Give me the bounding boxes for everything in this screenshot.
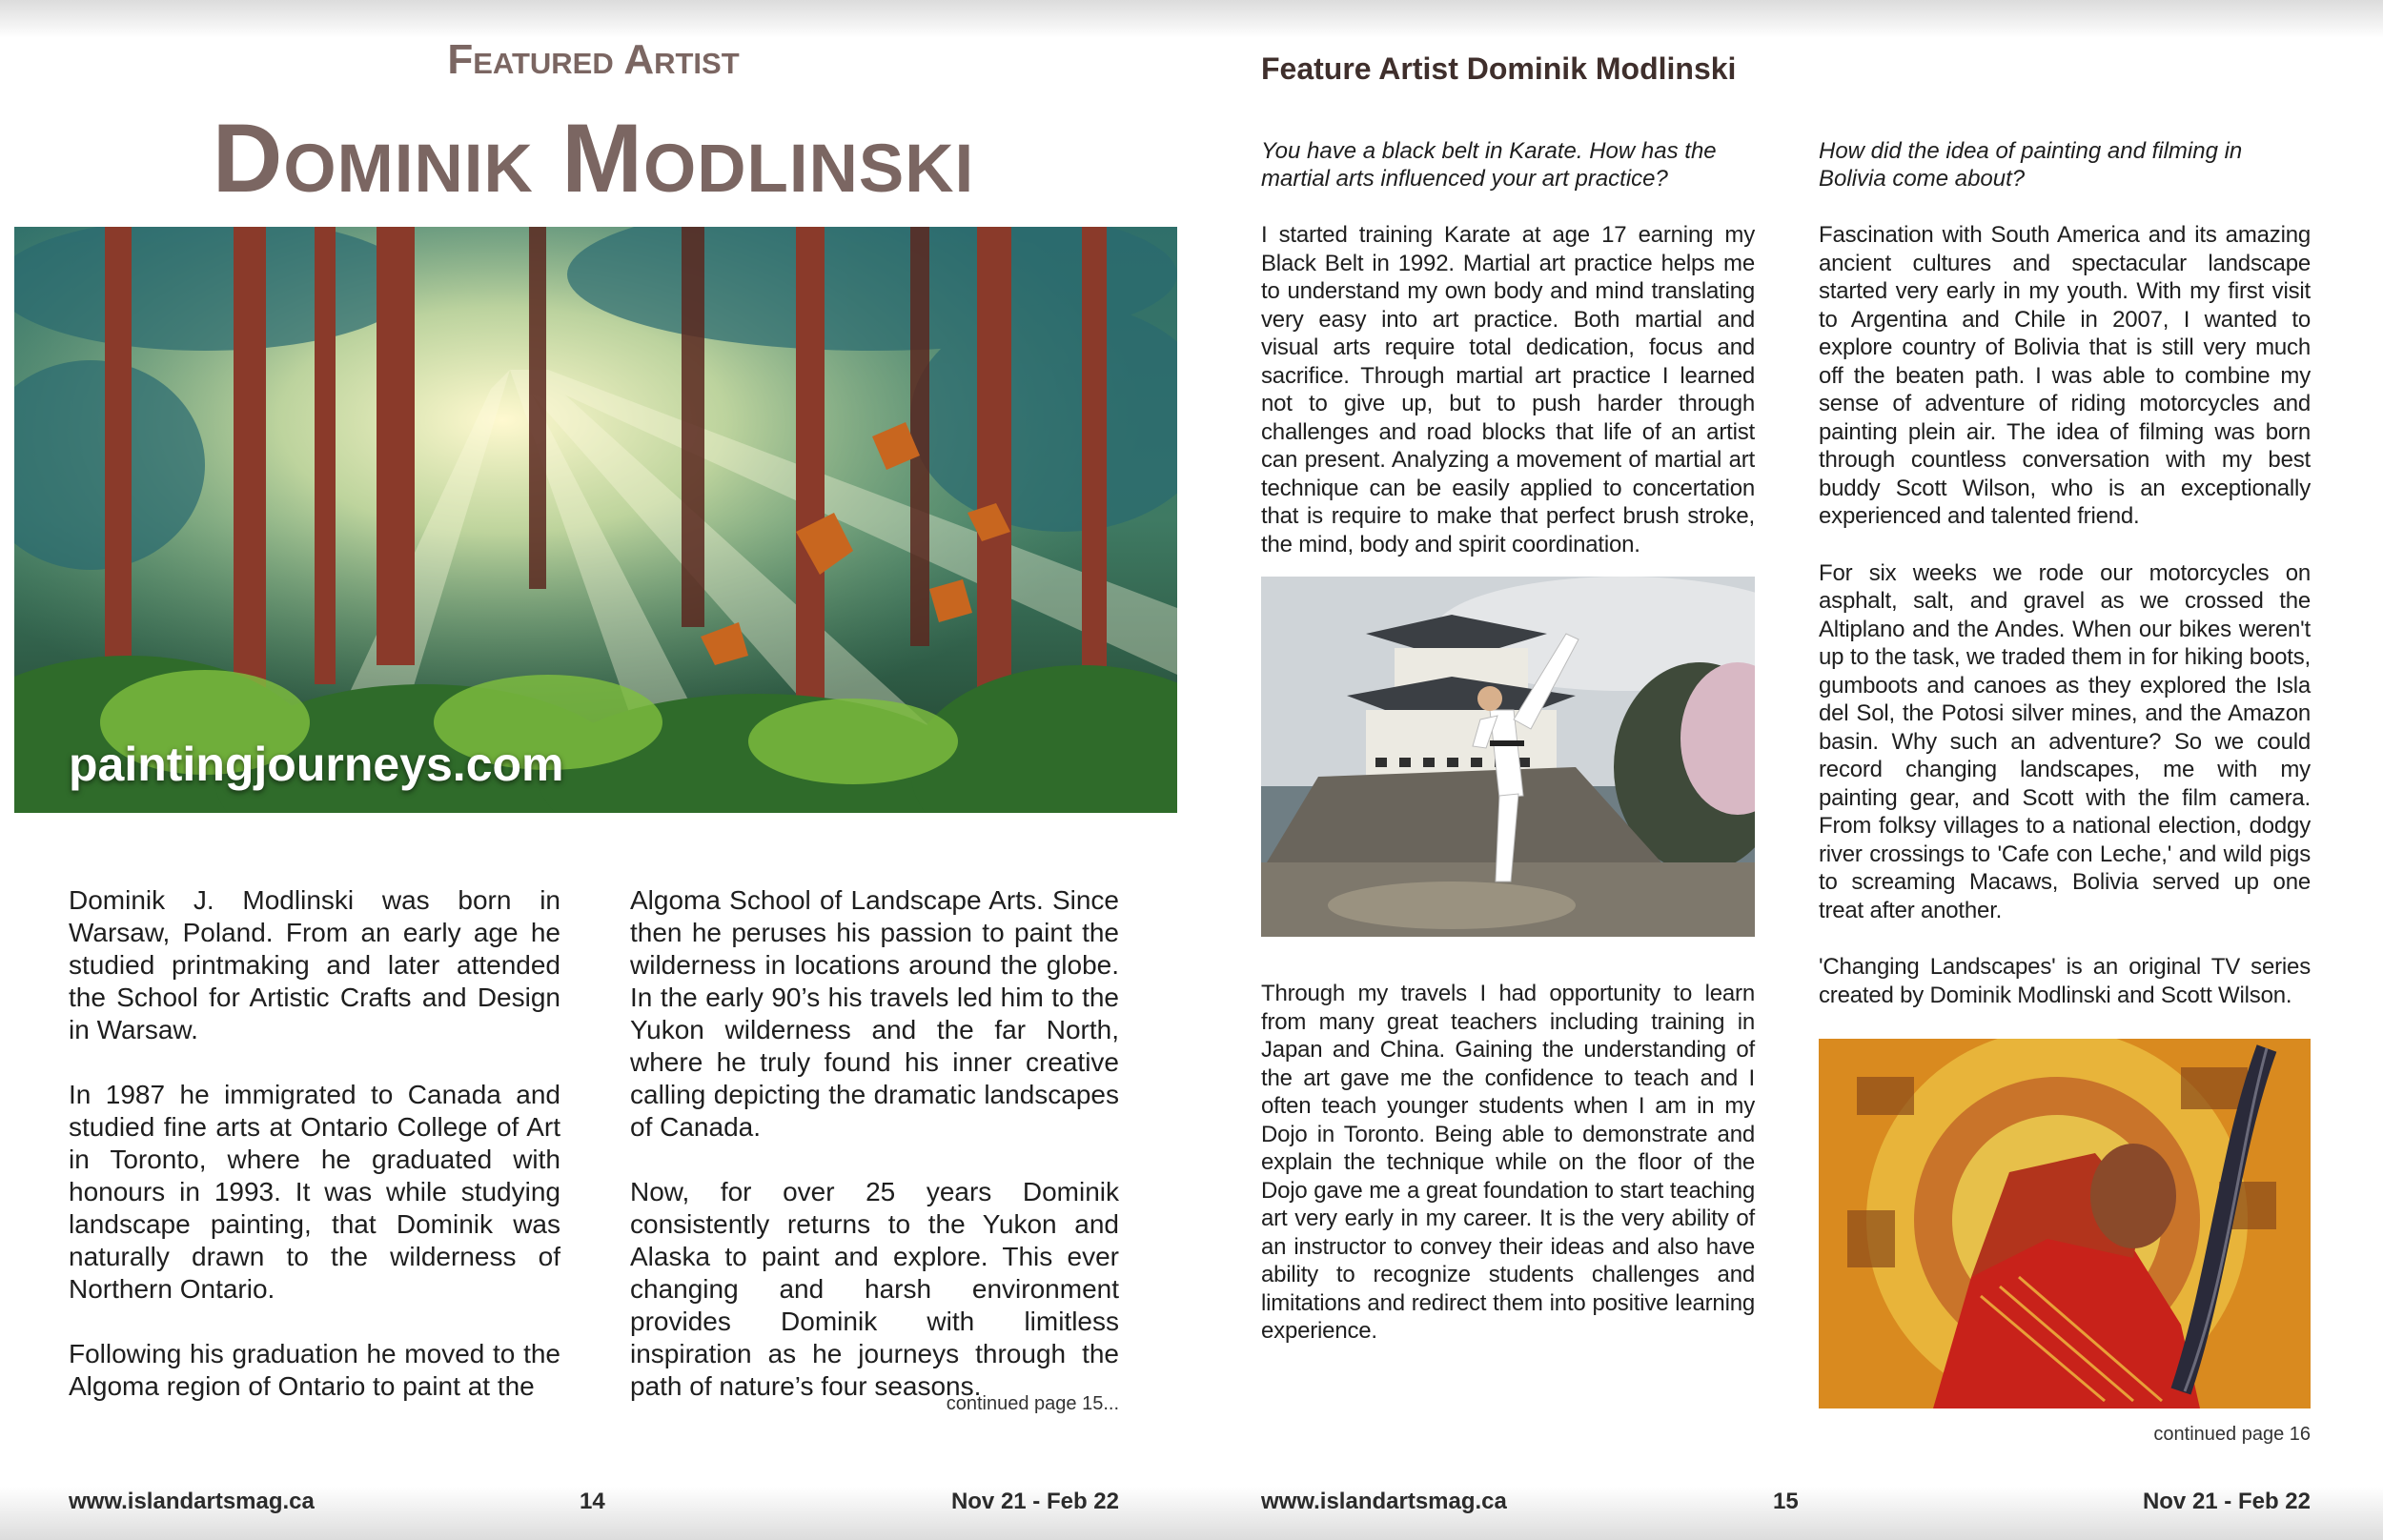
left-column-2: [630, 884, 1119, 1435]
footer-page-number: 14: [580, 1489, 605, 1514]
kicker: Featured Artist: [447, 36, 740, 83]
section-title: Feature Artist Dominik Modlinski: [1261, 51, 1737, 86]
karate-photo: [1261, 577, 1755, 937]
paragraph: In 1987 he immigrated to Canada and studied fine arts at Ontario College of Art in Toronto, where he graduated with honours in 1993. It was while studying landscape painting, that Dominik was naturally drawn to the wilderness of Northern Ontario.: [69, 1080, 560, 1304]
page-title: Dominik Modlinski: [212, 104, 975, 213]
paragraph: Dominik J. Modlinski was born in Warsaw, Poland. From an early age he studied printmaking and later attended the School for Artistic Crafts and Design in Warsaw.: [69, 885, 560, 1044]
right-column-2: [1819, 137, 2311, 1038]
paragraph: For six weeks we rode our motorcycles on asphalt, salt, and gravel as we crossed the Altiplano and the Andes. When our bikes weren't up to the task, we traded them in for hiking boots, gumboots and canoes as they explored the Isla del Sol, the Potosi silver mines, and the Amazon basin. Why such an adventure? So we could record changing landscapes, me with my painting gear, and Scott with the film camera. From folksy villages to a national election, dodgy river crossings to 'Cafe con Leche,' and wild pigs to screaming Macaws, Bolivia served up one treat after another.: [1819, 559, 2311, 923]
question: How did the idea of painting and filming in Bolivia come about?: [1819, 138, 2243, 192]
hero-painting: [14, 227, 1177, 813]
continued-note: continued page 15...: [946, 1393, 1119, 1414]
footer-site[interactable]: www.islandartsmag.ca: [1261, 1489, 1507, 1514]
bolivia-painting: [1819, 1039, 2311, 1408]
hero-caption[interactable]: paintingjourneys.com: [69, 738, 564, 791]
paragraph: Now, for over 25 years Dominik consistently returns to the Yukon and Alaska to paint and explore. This ever changing and harsh environment provides Dominik with limitless inspiration as he journeys through the path of nature’s four seasons.: [630, 1177, 1119, 1401]
paragraph: 'Changing Landscapes' is an original TV series created by Dominik Modlinski and Scott Wilson.: [1819, 954, 2311, 1008]
left-column-1: [69, 884, 560, 1435]
footer-date: Nov 21 - Feb 22: [2142, 1489, 2311, 1514]
footer-date: Nov 21 - Feb 22: [950, 1489, 1119, 1514]
paragraph: Fascination with South America and its amazing ancient cultures and spectacular landscape started very early in my youth. With my first visit to Argentina and Chile in 2007, I wanted to explore country of Bolivia that is still very much off the beaten path. I was able to combine my sense of adventure of riding motorcycles and painting plein air. The idea of filming was born through countless conversation with my best buddy Scott Wilson, who is an exceptionally experienced and talented friend.: [1819, 222, 2311, 529]
question: You have a black belt in Karate. How has the martial arts influenced your art practice?: [1261, 138, 1717, 192]
paragraph: Algoma School of Landscape Arts. Since then he peruses his passion to paint the wilderness in locations around the globe. In the early 90’s his travels led him to the Yukon wilderness and the far North, where he truly found his inner creative calling depicting the dramatic landscapes of Canada.: [630, 885, 1119, 1142]
footer-page-number: 15: [1773, 1489, 1799, 1514]
answer: I started training Karate at age 17 earning my Black Belt in 1992. Martial art practice helps me to understand my own body and mind translating very easy into art practice. Both martial and visual arts require total dedication, focus and sacrifice. Through martial art practice I learned not to give up, but to push harder through challenges and road blocks that life of an artist can present. Analyzing a movement of martial art technique can be easily applied to concertation that is require to make that perfect brush stroke, the mind, body and spirit coordination.: [1261, 222, 1755, 557]
footer-site[interactable]: www.islandartsmag.ca: [69, 1489, 315, 1514]
continued-note: continued page 16: [2153, 1424, 2311, 1445]
paragraph: Following his graduation he moved to the Algoma region of Ontario to paint at the: [69, 1339, 560, 1401]
right-column-1-continued: Through my travels I had opportunity to learn from many great teachers including training in Japan and China. Gaining the understanding of the art gave me the confidence to teach and I often teach younger students when I am in my Dojo in Toronto. Being able to demonstrate and explain the technique while on the floor of the Dojo gave me a great foundation to start teaching art very early in my career. It is the very ability of an instructor to convey their ideas and also have ability to recognize students challenges and limitations and redirect them into positive learning experience.: [1261, 981, 1755, 1344]
right-column-1: [1261, 137, 1755, 558]
